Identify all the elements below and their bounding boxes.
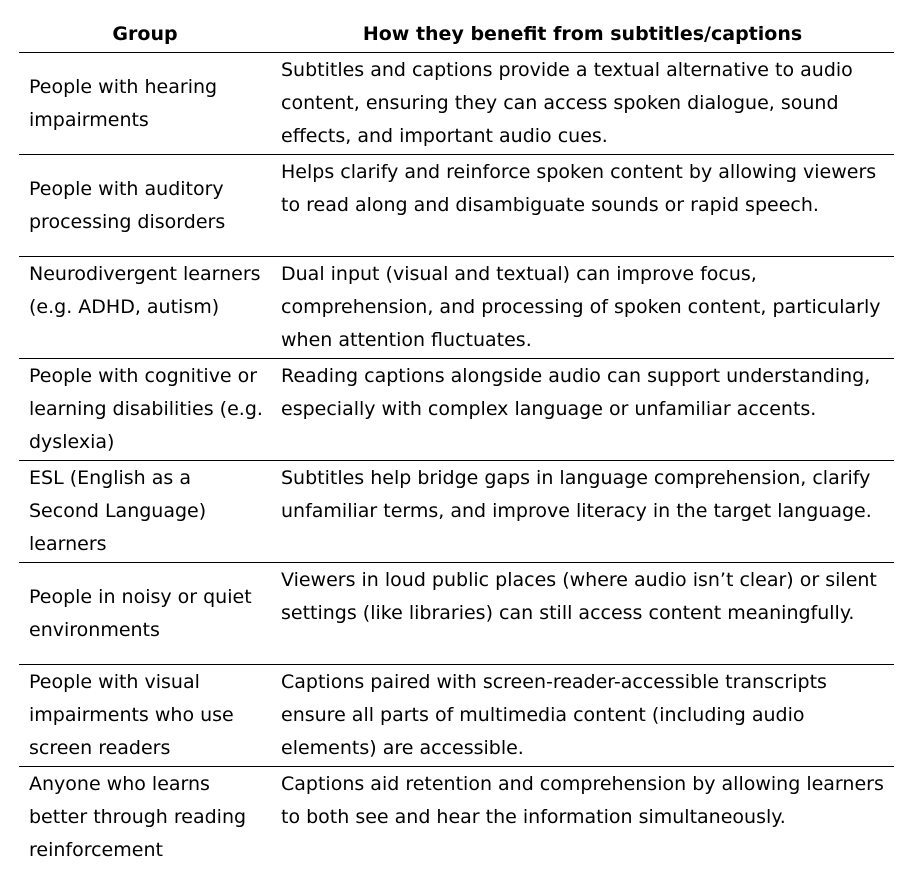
table-row — [19, 359, 894, 461]
table-row — [19, 767, 894, 869]
benefit-cell: Helps clarify and reinforce spoken content by allowing viewers to read along and disambiguate sounds or rapid speech. — [271, 155, 894, 257]
group-cell: Neurodivergent learners (e.g. ADHD, autism) — [19, 257, 271, 359]
group-cell: People with auditory processing disorders — [19, 155, 271, 257]
table-row — [19, 53, 894, 155]
table-row — [19, 461, 894, 563]
table-row — [19, 665, 894, 767]
group-column-header: Group — [19, 16, 271, 53]
table-row — [19, 257, 894, 359]
group-cell: People in noisy or quiet environments — [19, 563, 271, 665]
benefit-column-header: How they benefit from subtitles/captions — [271, 16, 894, 53]
benefit-cell: Subtitles help bridge gaps in language comprehension, clarify unfamiliar terms, and improve literacy in the target language. — [271, 461, 894, 563]
table-row — [19, 563, 894, 665]
group-cell: People with visual impairments who use screen readers — [19, 665, 271, 767]
benefit-cell: Subtitles and captions provide a textual alternative to audio content, ensuring they can access spoken dialogue, sound effects, and important audio cues. — [271, 53, 894, 155]
group-cell: People with cognitive or learning disabilities (e.g. dyslexia) — [19, 359, 271, 461]
benefit-cell: Captions paired with screen-reader-accessible transcripts ensure all parts of multimedia content (including audio elements) are accessible. — [271, 665, 894, 767]
benefits-table — [19, 16, 894, 868]
benefit-cell: Viewers in loud public places (where audio isn’t clear) or silent settings (like libraries) can still access content meaningfully. — [271, 563, 894, 665]
benefit-cell: Reading captions alongside audio can support understanding, especially with complex language or unfamiliar accents. — [271, 359, 894, 461]
table-row — [19, 155, 894, 257]
group-cell: Anyone who learns better through reading reinforcement — [29, 773, 247, 861]
group-cell: ESL (English as a Second Language) learners — [19, 461, 271, 563]
benefit-cell: Dual input (visual and textual) can improve focus, comprehension, and processing of spoken content, particularly when attention fluctuates. — [271, 257, 894, 359]
benefit-cell: Captions aid retention and comprehension by allowing learners to both see and hear the information simultaneously. — [281, 773, 884, 828]
group-cell: People with hearing impairments — [19, 53, 271, 155]
header-row — [19, 16, 894, 53]
